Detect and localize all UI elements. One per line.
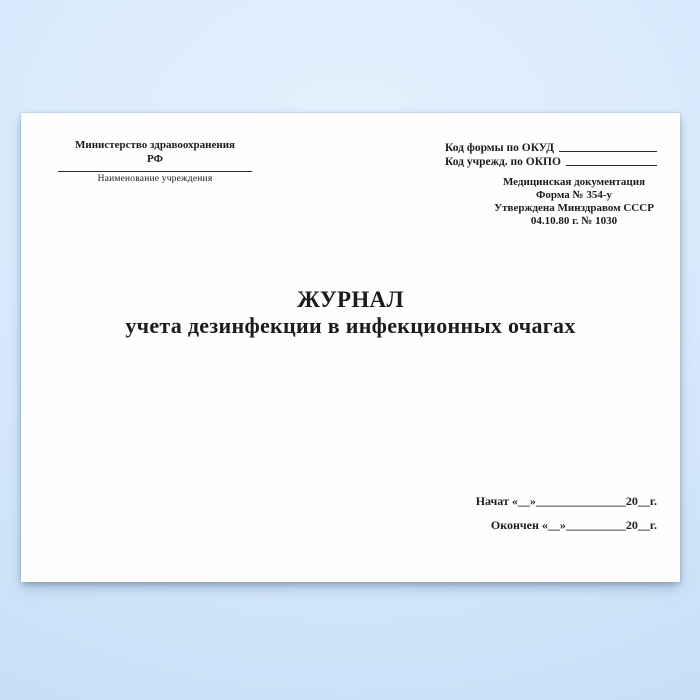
approval-form-number: Форма № 354-у: [535, 189, 613, 201]
approval-doc-type: Медицинская документация: [502, 176, 646, 188]
okud-code-row: [445, 140, 657, 154]
codes-block: [445, 140, 657, 168]
ministry-name-field: [58, 138, 252, 172]
institution-name-caption: Наименование учреждения: [97, 174, 213, 184]
started-date-line: Начат «__»_______________20__г.: [475, 494, 657, 508]
finished-date-line: Окончен «__»__________20__г.: [490, 518, 657, 532]
approval-date-number: 04.10.80 г. № 1030: [530, 215, 618, 227]
journal-title-word: ЖУРНАЛ: [297, 287, 404, 312]
approval-block: [462, 176, 686, 228]
dates-block: [476, 494, 657, 532]
ministry-block: [58, 138, 252, 185]
okpo-code-blank-line: [566, 165, 657, 166]
okpo-code-label: Код учрежд. по ОКПО: [445, 156, 561, 168]
ministry-line2: РФ: [147, 153, 163, 165]
journal-cover-page: [21, 113, 680, 582]
okud-code-blank-line: [559, 151, 657, 152]
journal-title: [21, 286, 680, 339]
approval-authority: Утверждена Минздравом СССР: [494, 202, 654, 214]
ministry-line1: Министерство здравоохранения: [74, 139, 236, 151]
okpo-code-row: [445, 154, 657, 168]
journal-title-subject: учета дезинфекции в инфекционных очагах: [125, 313, 576, 338]
okud-code-label: Код формы по ОКУД: [445, 142, 554, 154]
